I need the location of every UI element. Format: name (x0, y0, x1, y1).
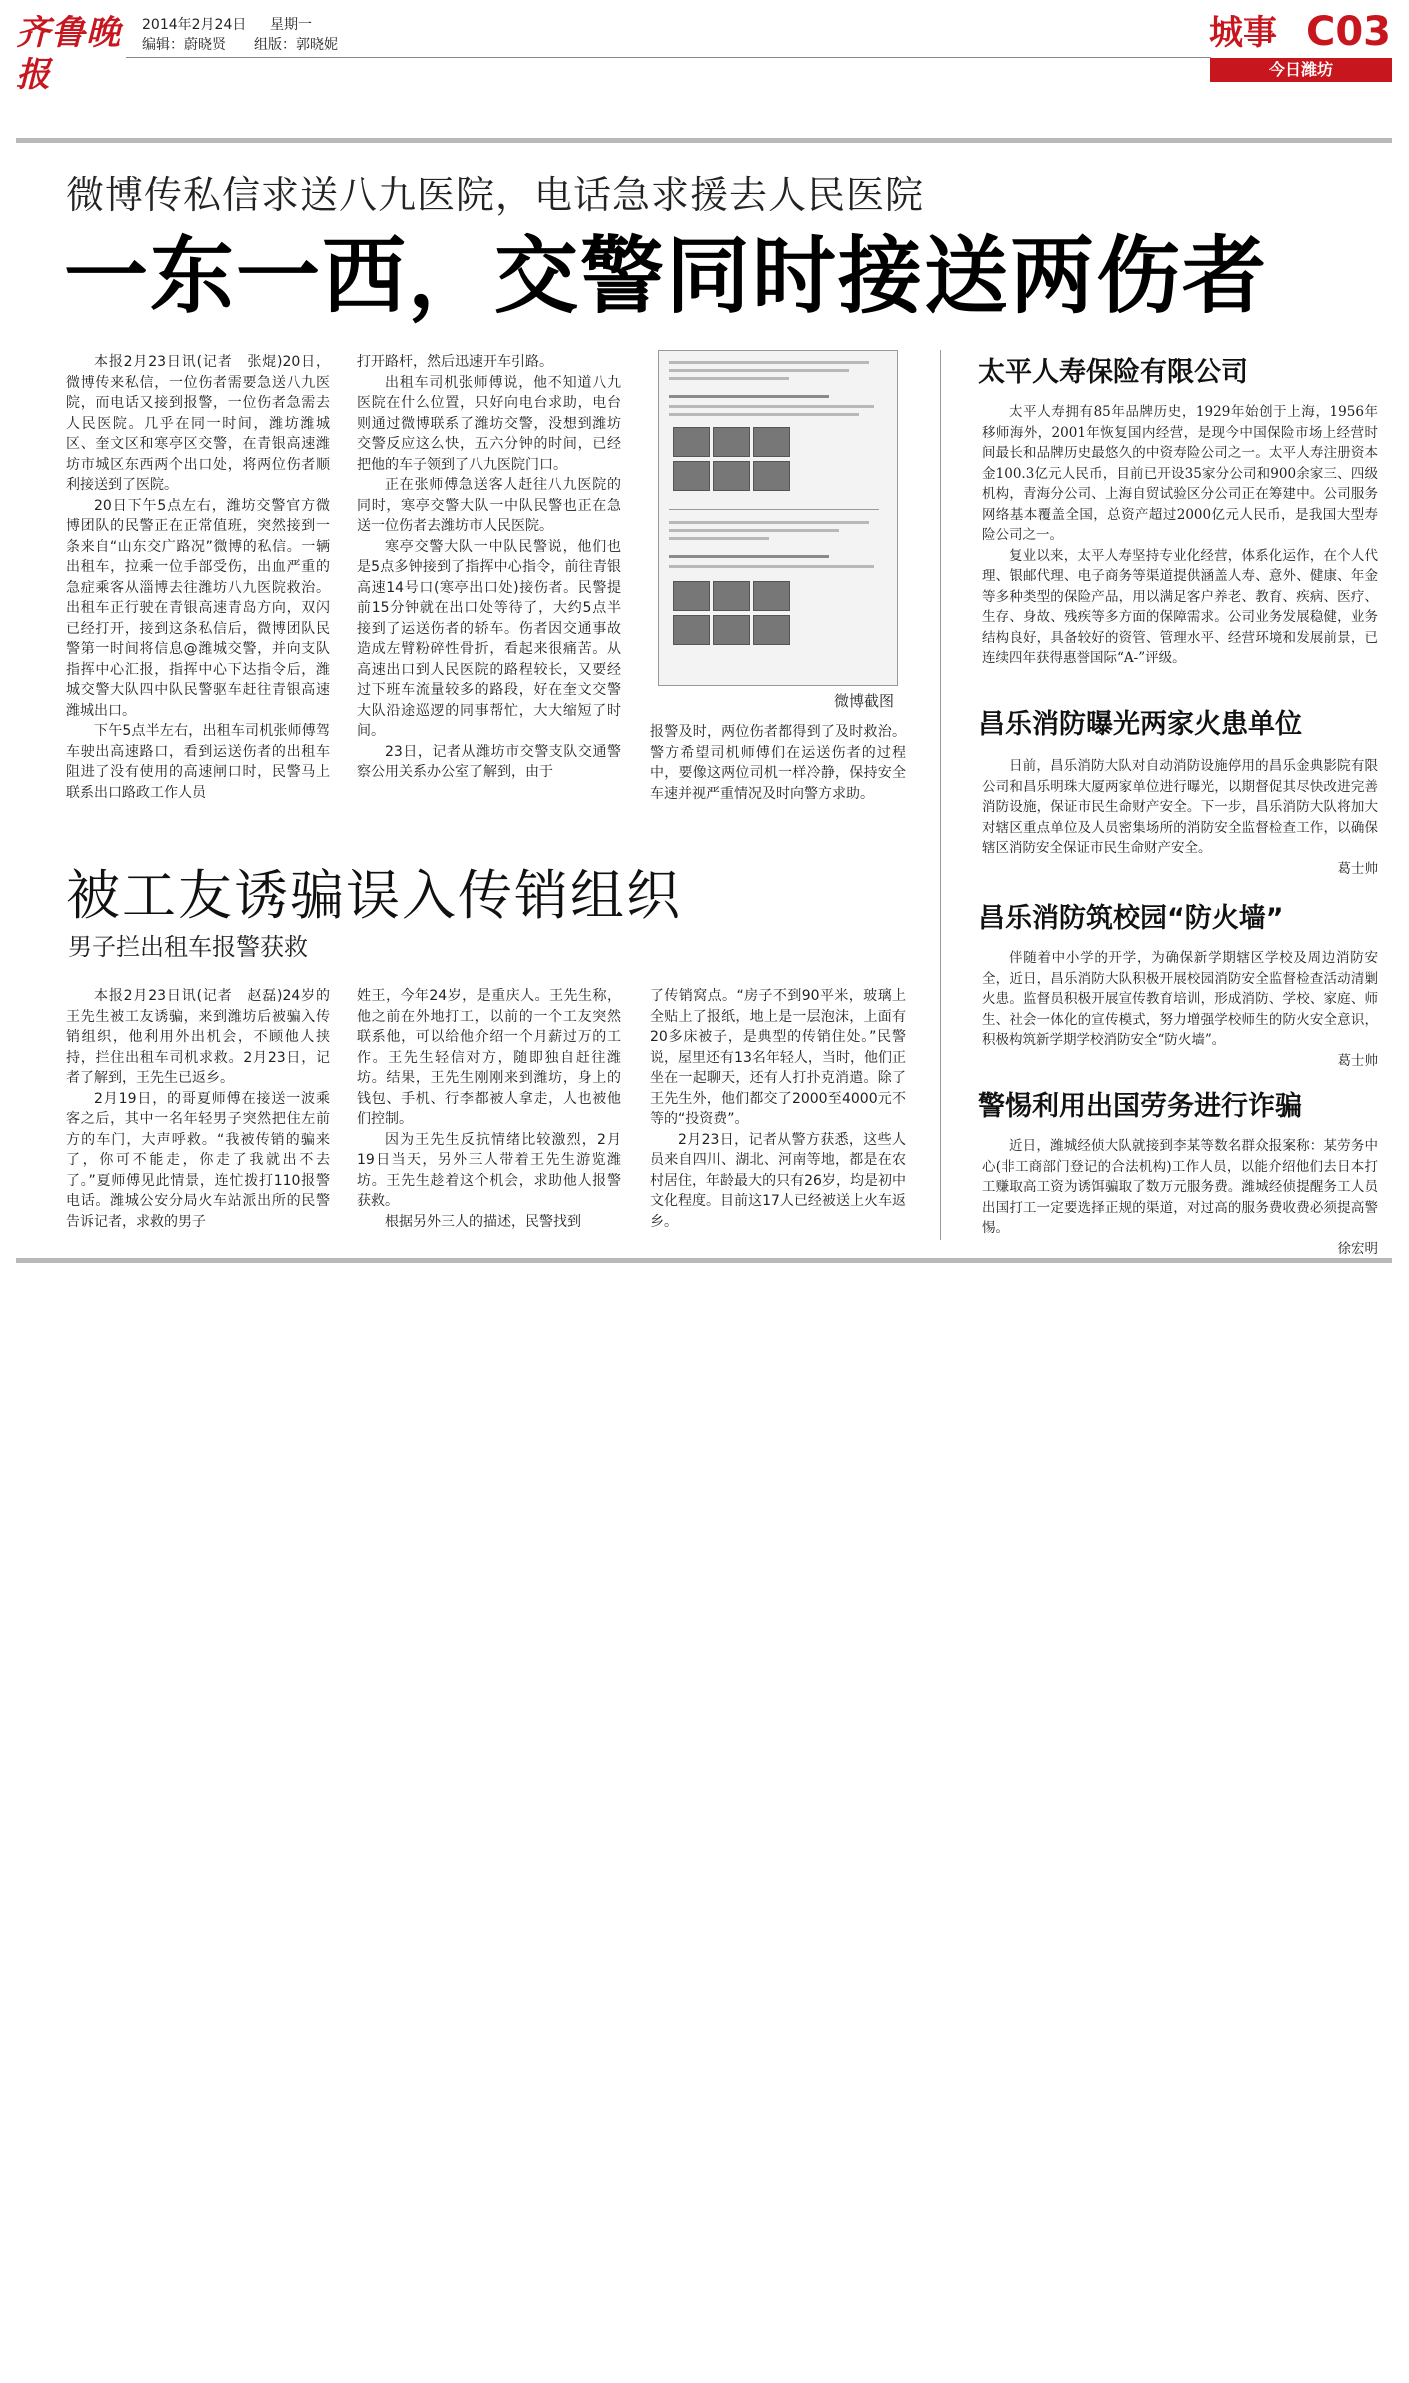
story1-para: 下午5点半左右，出租车司机张师傅驾车驶出高速路口，看到运送伤者的出租车阻进了没有使用的高速闸口时，民警马上联系出口路政工作人员 (66, 723, 330, 801)
brief-title: 昌乐消防曝光两家火患单位 (978, 709, 1302, 740)
section-name: 城事 (1209, 13, 1277, 53)
top-divider (16, 138, 1392, 143)
image-caption: 微博截图 (834, 692, 895, 710)
brief-author: 葛士帅 (1337, 1052, 1378, 1069)
story2-para: 2月23日，记者从警方获悉，这些人员来自四川、湖北、河南等地，都是在农村居住，年龄最大的只有26岁，均是初中文化程度。目前这17人已经被送上火车返乡。 (650, 1131, 906, 1230)
brief-para: 复业以来，太平人寿坚持专业化经营，体系化运作，在个人代理、银邮代理、电子商务等渠道提供涵盖人寿、意外、健康、年金等多种类型的保险产品，用以满足客户养老、教育、疾病、医疗、生存、身故、残疾等多方面的保障需求。公司业务发展稳健，业务结构良好，具备较好的资管、管理水平、经营环境和发展前景，已连续四年获得惠誉国际“A-”评级。 (982, 547, 1378, 666)
story2-column-2 (357, 986, 621, 1236)
brief-body (982, 948, 1378, 1072)
brief-para: 近日，潍城经侦大队就接到李某等数名群众报案称：某劳务中心(非工商部门登记的合法机构)工作人员，以能介绍他们去日本打工赚取高工资为诱饵骗取了数万元服务费。潍城经侦提醒务工人员出国打工一定要选择正规的渠道，对过高的服务费收费必须提高警惕。 (982, 1138, 1378, 1236)
brief-para: 日前，昌乐消防大队对自动消防设施停用的昌乐金典影院有限公司和昌乐明珠大厦两家单位进行曝光，以期督促其尽快改进完善消防设施，保证市民生命财产安全。下一步，昌乐消防大队将加大对辖区重点单位及人员密集场所的消防安全监督检查工作，以确保辖区消防安全保证市民生命财产安全。 (982, 758, 1378, 856)
issue-weekday: 星期一 (270, 17, 312, 33)
brief-para: 太平人寿拥有85年品牌历史，1929年始创于上海，1956年移师海外，2001年恢复国内经营，是现今中国保险市场上经营时间最长和品牌历史最悠久的中资寿险公司之一。太平人寿注册资本金100.3亿元人民币，目前已开设35家分公司和900余家三、四级机构，青海分公司、上海自贸试验区分公司正在筹建中。公司服务网络基本覆盖全国，总资产超过2000亿元人民币，是我国大型寿险公司之一。 (982, 404, 1378, 543)
newspaper-logo: 齐鲁晚报 (16, 13, 121, 95)
bottom-divider (16, 1258, 1392, 1263)
subsection-bar: 今日潍坊 (1210, 58, 1392, 82)
story1-para: 报警及时，两位伤者都得到了及时救治。警方希望司机师傅们在运送伤者的过程中，要像这两位司机一样冷静，保持安全车速并视严重情况及时向警方求助。 (650, 724, 906, 802)
brief-body (982, 756, 1378, 880)
brief-author: 葛士帅 (1337, 860, 1378, 877)
story2-column-1 (66, 986, 330, 1236)
story1-column-1 (66, 352, 330, 822)
story2-para: 因为王先生反抗情绪比较激烈，2月19日当天，另外三人带着王先生游览潍坊。王先生趁着这个机会，求助他人报警获救。 (357, 1131, 621, 1209)
story2-column-3 (650, 986, 906, 1236)
story1-subtitle: 微博传私信求送八九医院，电话急求援去人民医院 (66, 173, 925, 217)
story1-para: 正在张师傅急送客人赶往八九医院的同时，寒亭交警大队一中队民警也正在急送一位伤者去潍坊市人民医院。 (357, 477, 621, 534)
brief-author: 徐宏明 (1337, 1240, 1378, 1257)
story1-column-2 (357, 352, 621, 822)
brief-body (982, 402, 1378, 692)
masthead-rule (126, 57, 1211, 58)
page-number: C03 (1305, 9, 1391, 55)
story2-subtitle: 男子拦出租车报警获救 (68, 933, 308, 961)
story1-para: 打开路杆，然后迅速开车引路。 (357, 354, 553, 370)
story1-para: 寒亭交警大队一中队民警说，他们也是5点多钟接到了指挥中心指令，前往青银高速14号口(寒亭出口处)接伤者。民警提前15分钟就在出口处等待了，大约5点半接到了运送伤者的轿车。伤者因交通事故造成左臂粉碎性骨折，看起来很痛苦。从高速出口到人民医院的路程较长，又要经过下班车流量较多的路段，好在奎文交警大队沿途巡逻的同事帮忙，大大缩短了时间。 (357, 538, 621, 739)
story2-title: 被工友诱骗误入传销组织 (66, 864, 682, 927)
layout-credit: 组版：郭晓妮 (254, 37, 338, 53)
brief-title: 太平人寿保险有限公司 (978, 357, 1248, 388)
issue-date: 2014年2月24日 (142, 17, 247, 33)
story2-para: 本报2月23日讯(记者 赵磊)24岁的王先生被工友诱骗，来到潍坊后被骗入传销组织，他利用外出机会，不顾他人挟持，拦住出租车司机求救。2月23日，记者了解到，王先生已返乡。 (66, 988, 330, 1086)
weibo-screenshot-image (658, 350, 898, 686)
brief-para: 伴随着中小学的开学，为确保新学期辖区学校及周边消防安全，近日，昌乐消防大队积极开展校园消防安全监督检查活动清剿火患。监督员积极开展宣传教育培训，形成消防、学校、家庭、师生、社会一体化的宣传模式，努力增强学校师生的防火安全意识，积极构筑新学期学校消防安全“防火墙”。 (982, 950, 1378, 1048)
story1-para: 出租车司机张师傅说，他不知道八九医院在什么位置，只好向电台求助，电台则通过微博联系了潍坊交警，没想到潍坊交警反应这么快，五六分钟的时间，已经把他的车子领到了八九医院门口。 (357, 374, 621, 473)
sidebar-divider (940, 350, 941, 1240)
story2-para: 根据另外三人的描述，民警找到 (385, 1213, 581, 1230)
story2-para: 了传销窝点。“房子不到90平米，玻璃上全贴上了报纸，地上是一层泡沫，上面有20多床被子，是典型的传销住处。”民警说，屋里还有13名年轻人，当时，他们正坐在一起聊天，还有人打扑克消遣。除了王先生外，他们都交了2000至4000元不等的“投资费”。 (650, 988, 906, 1127)
story1-para: 23日，记者从潍坊市交警支队交通警察公用关系办公室了解到，由于 (357, 743, 621, 780)
story1-column-3 (650, 722, 906, 832)
story1-para: 本报2月23日讯(记者 张焜)20日，微博传来私信，一位伤者需要急送八九医院，而电话又接到报警，一位伤者急需去人民医院。几乎在同一时间，潍坊潍城区、奎文区和寒亭区交警，在青银高速潍坊市城区东西两个出口处，将两位伤者顺利接送到了医院。 (66, 354, 330, 493)
story2-para: 姓王，今年24岁，是重庆人。王先生称，他之前在外地打工，以前的一个工友突然联系他，可以给他介绍一个月薪过万的工作。王先生轻信对方，随即独自赶往潍坊。结果，王先生刚刚来到潍坊，身上的钱包、手机、行李都被人拿走，人也被他们控制。 (357, 988, 621, 1127)
brief-title: 昌乐消防筑校园“防火墙” (978, 903, 1284, 934)
story2-para: 2月19日，的哥夏师傅在接送一波乘客之后，其中一名年轻男子突然把住左前方的车门，大声呼救。“我被传销的骗来了，你可不能走，你走了我就出不去了。”夏师傅见此情景，连忙拨打110报警电话。潍城公安分局火车站派出所的民警告诉记者，求救的男子 (66, 1090, 330, 1230)
story1-title: 一东一西，交警同时接送两伤者 (64, 227, 1269, 325)
brief-body (982, 1136, 1378, 1257)
editor-credit: 编辑：蔚晓贤 (142, 37, 226, 53)
brief-title: 警惕利用出国劳务进行诈骗 (978, 1091, 1302, 1122)
story1-para: 20日下午5点左右，潍坊交警官方微博团队的民警正在正常值班，突然接到一条来自“山东交广路况”微博的私信。一辆出租车，拉乘一位手部受伤，出血严重的急症乘客从淄博去往潍坊八九医院救治。出租车正行驶在青银高速青岛方向，双闪已经打开，接到这条私信后，微博团队民警第一时间将信息@潍城交警，并向支队指挥中心汇报，指挥中心下达指令后，潍城交警大队四中队民警驱车赶往青银高速潍城出口。 (66, 497, 330, 719)
